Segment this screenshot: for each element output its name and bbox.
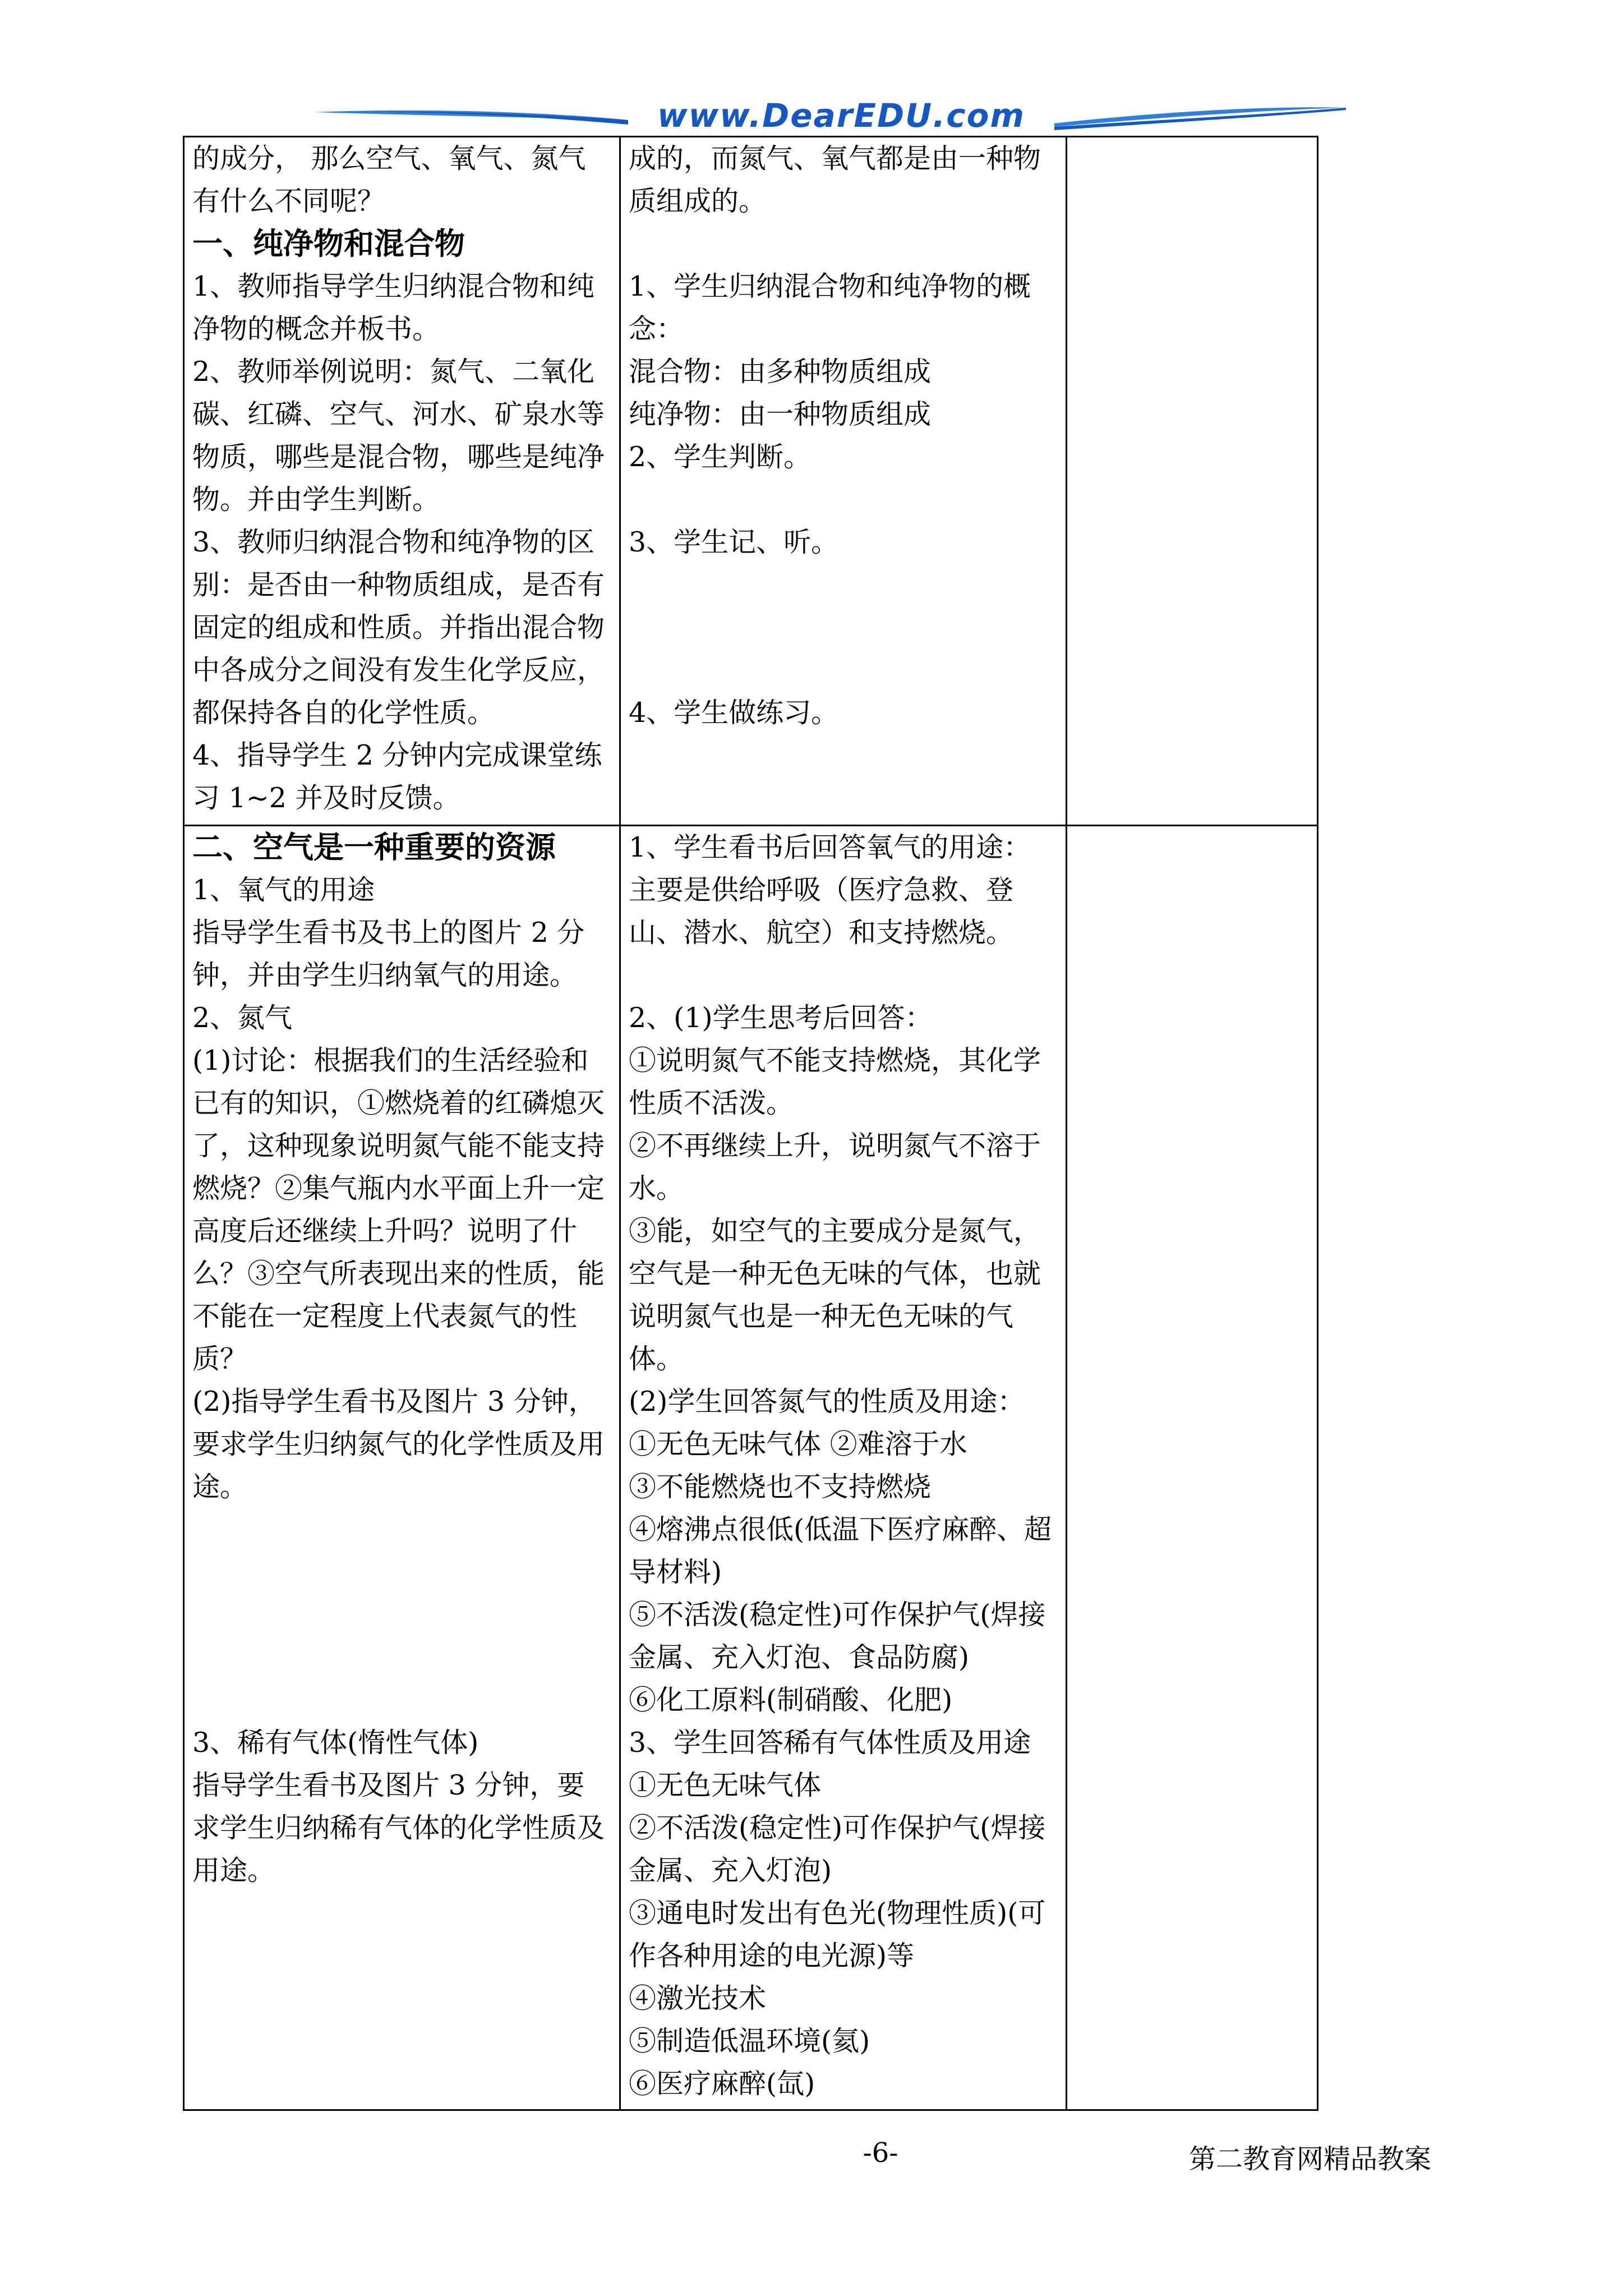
- student-item: ③不能燃烧也不支持燃烧: [629, 1471, 932, 1503]
- student-item: 2、学生判断。: [629, 441, 811, 473]
- footer-site-name: 第二教育网精品教案: [1189, 2143, 1432, 2175]
- table-row: [184, 137, 1318, 826]
- teacher-item: 指导学生看书及图片 3 分钟，要求学生归纳稀有气体的化学性质及用途。: [192, 1769, 605, 1887]
- teacher-item: 1、教师指导学生归纳混合物和纯净物的概念并板书。: [192, 270, 595, 345]
- student-item: ⑤不活泼(稳定性)可作保护气(焊接金属、充入灯泡、食品防腐): [629, 1599, 1046, 1673]
- teacher-intro: 的成分， 那么空气、氧气、氮气有什么不同呢？: [192, 142, 586, 217]
- teacher-item: 指导学生看书及书上的图片 2 分钟，并由学生归纳氧气的用途。: [192, 917, 585, 991]
- notes-cell: [1067, 826, 1318, 2110]
- site-header-logo: [314, 95, 1346, 140]
- student-intro: 成的，而氮气、氧气都是由一种物质组成的。: [629, 142, 1041, 217]
- student-item: ④熔沸点很低(低温下医疗麻醉、超导材料): [629, 1513, 1052, 1588]
- student-item: ①无色无味气体: [629, 1769, 822, 1801]
- student-activity-cell: [620, 826, 1067, 2110]
- student-item: ③能，如空气的主要成分是氮气，空气是一种无色无味的气体，也就说明氮气也是一种无色无味的气体。: [629, 1215, 1041, 1375]
- student-activity-cell: [620, 137, 1067, 826]
- student-item: 混合物：由多种物质组成: [629, 356, 932, 388]
- teacher-item: 2、教师举例说明：氮气、二氧化碳、红磷、空气、河水、矿泉水等物质，哪些是混合物，哪些是纯净物。并由学生判断。: [192, 356, 605, 516]
- student-item: 主要是供给呼吸（医疗急救、登山、潜水、航空）和支持燃烧。: [629, 874, 1014, 949]
- lesson-plan-table: [183, 136, 1318, 2111]
- student-item: ④激光技术: [629, 1982, 767, 2014]
- teacher-item: (1)讨论：根据我们的生活经验和已有的知识，①燃烧着的红磷熄灭了，这种现象说明氮气能不能支持燃烧？②集气瓶内水平面上升一定高度后还继续上升吗？说明了什么？③空气所表现出来的性质，能不能在一定程度上代表氮气的性质？: [192, 1045, 605, 1375]
- teacher-item: (2)指导学生看书及图片 3 分钟，要求学生归纳氮气的化学性质及用途。: [192, 1386, 605, 1503]
- student-item: ⑥医疗麻醉(氙): [629, 2068, 815, 2100]
- teacher-activity-cell: [184, 826, 620, 2110]
- student-item: 3、学生回答稀有气体性质及用途: [629, 1727, 1031, 1759]
- student-item: 纯净物：由一种物质组成: [629, 398, 932, 430]
- student-item: 1、学生归纳混合物和纯净物的概念：: [629, 270, 1031, 345]
- student-item: 4、学生做练习。: [629, 697, 839, 729]
- subsection-title: 2、氮气: [192, 1002, 293, 1034]
- section-heading: 一、纯净物和混合物: [192, 226, 465, 261]
- page-number: -6-: [863, 2137, 898, 2169]
- student-item: (2)学生回答氮气的性质及用途：: [629, 1386, 1025, 1418]
- student-item: ⑥化工原料(制硝酸、化肥): [629, 1684, 953, 1716]
- notes-cell: [1067, 137, 1318, 826]
- student-item: ②不活泼(稳定性)可作保护气(焊接金属、充入灯泡): [629, 1812, 1046, 1887]
- student-item: ③通电时发出有色光(物理性质)(可作各种用途的电光源)等: [629, 1897, 1046, 1972]
- section-heading: 二、空气是一种重要的资源: [192, 830, 556, 865]
- student-item: ⑤制造低温环境(氦): [629, 2025, 870, 2057]
- student-item: ①说明氮气不能支持燃烧，其化学性质不活泼。: [629, 1045, 1041, 1119]
- table-row: [184, 826, 1318, 2110]
- subsection-title: 1、氧气的用途: [192, 874, 375, 906]
- teacher-item: 3、教师归纳混合物和纯净物的区别：是否由一种物质组成，是否有固定的组成和性质。并指出混合物中各成分之间没有发生化学反应，都保持各自的化学性质。: [192, 526, 605, 729]
- teacher-item: 4、指导学生 2 分钟内完成课堂练习 1~2 并及时反馈。: [192, 739, 602, 814]
- student-item: 2、(1)学生思考后回答：: [629, 1002, 933, 1034]
- student-item: ②不再继续上升，说明氮气不溶于水。: [629, 1130, 1041, 1204]
- student-item: 3、学生记、听。: [629, 526, 839, 558]
- subsection-title: 3、稀有气体(惰性气体): [192, 1727, 479, 1759]
- teacher-activity-cell: [184, 137, 620, 826]
- site-url[interactable]: www.DearEDU.com: [657, 96, 1025, 135]
- student-item: ①无色无味气体 ②难溶于水: [629, 1428, 967, 1460]
- student-item: 1、学生看书后回答氧气的用途：: [629, 831, 1031, 863]
